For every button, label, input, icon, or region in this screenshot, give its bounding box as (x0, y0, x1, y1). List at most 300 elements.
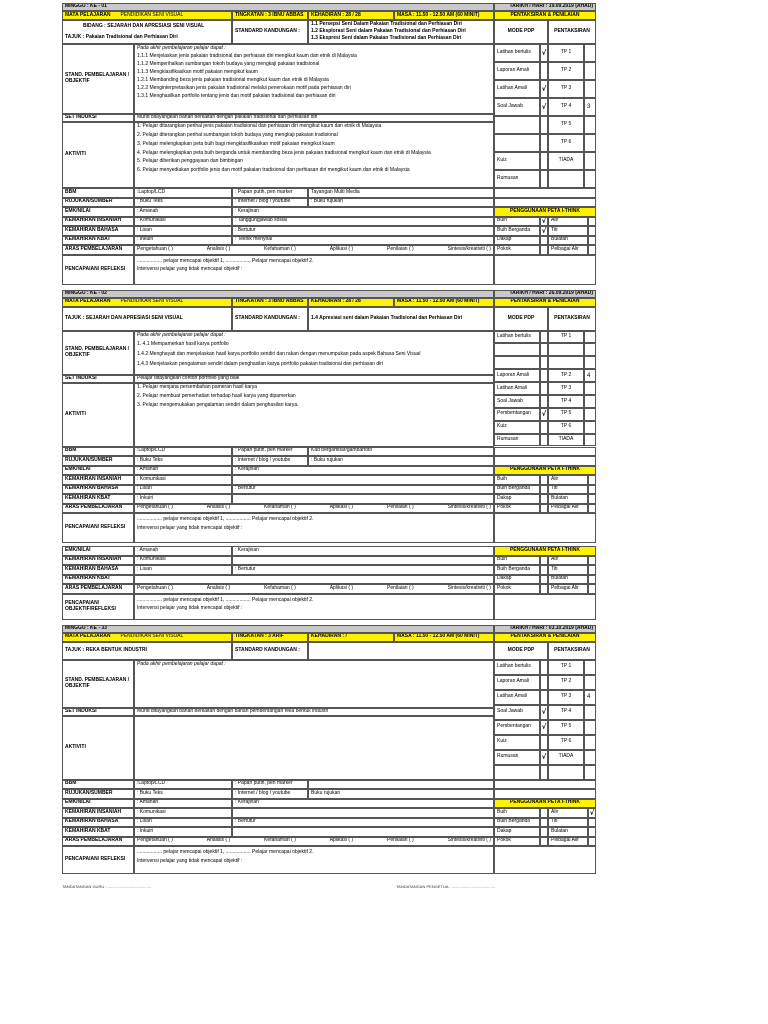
learning-level-option[interactable]: Sintesis/kreativiti ( ) (447, 504, 491, 511)
soft-skill-item (232, 808, 494, 818)
tp-level: TP 5 (548, 116, 584, 134)
tp-level: TP 2 (548, 369, 584, 382)
learning-level-option[interactable]: Penilaian ( ) (386, 504, 414, 511)
bbm-item: :Laptop/LCD (134, 188, 232, 198)
ithink-check-mark[interactable] (540, 504, 548, 514)
values-label: EMK/NILAI (62, 546, 134, 556)
learning-level-option[interactable]: Pengetahuan ( ) (137, 504, 173, 511)
principal-signature-line: TANDATANGAN PENGETUA : ....................................... (396, 884, 495, 889)
mode-item[interactable]: Rumusan (494, 434, 540, 447)
tp-score-cell (584, 434, 596, 447)
learning-level-option[interactable]: Pengetahuan ( ) (137, 837, 173, 844)
activity-list (134, 122, 494, 188)
ithink-check-mark[interactable] (588, 485, 596, 495)
language-skill-item: : Bertutur (232, 226, 494, 236)
ithink-map-option[interactable]: Pokok (494, 837, 540, 847)
tp-level: TIADA (548, 750, 584, 765)
language-skill-item: : Lisan (134, 485, 232, 495)
tp-score-cell (584, 395, 596, 408)
hots-item: : Inkuiri (134, 827, 232, 837)
set-induction-label: SET INDUKSI (62, 708, 134, 716)
ithink-map-option[interactable]: Buih (494, 556, 540, 566)
ithink-heading: PENGGUNAAN PETA I-THINK (494, 546, 596, 556)
mode-check-mark[interactable] (540, 675, 548, 690)
date-label: TARIKH / HARI : 19.09.2019 (AHAD) (494, 3, 596, 11)
mode-check-mark[interactable] (540, 382, 548, 395)
achievement-text (134, 513, 494, 543)
tp-score-cell (584, 765, 596, 780)
learning-level-option[interactable]: Kefahaman ( ) (264, 245, 296, 252)
reference-item: : Internet / blog / youtube (232, 198, 308, 208)
mode-check-mark[interactable] (540, 421, 548, 434)
objective-item: 1.1.2 Memperihalkan sumbangan tokoh budaya yang mengkaji pakaian tradisional (137, 61, 320, 68)
mode-check-mark[interactable] (540, 343, 548, 356)
bbm-right-blank (494, 188, 596, 198)
topic-title: TAJUK : SEJARAH DAN APRESIASI SENI VISUAL (65, 314, 183, 321)
ithink-check-mark[interactable] (588, 475, 596, 485)
ithink-map-option[interactable]: Buih (494, 217, 540, 227)
bbm-label: BBM (62, 188, 134, 198)
content-standard-label: STANDARD KANDUNGAN : (232, 307, 308, 331)
ithink-map-option[interactable]: Dakap (494, 575, 540, 585)
attendance-label: KEHADIRAN : 28 / 28 (308, 11, 394, 20)
tp-level: TP 6 (548, 134, 584, 152)
learning-level-option[interactable]: Aplikasi ( ) (329, 245, 354, 252)
bbm-label: BBM (62, 780, 134, 790)
learning-level-option[interactable]: Analisis ( ) (206, 245, 231, 252)
set-induction-label: SET INDUKSI (62, 114, 134, 122)
ithink-check-mark[interactable] (540, 494, 548, 504)
tp-score-cell (584, 116, 596, 134)
tp-level: TP 4 (548, 705, 584, 720)
ithink-check-mark[interactable] (588, 575, 596, 585)
ithink-map-option[interactable]: Pokok (494, 504, 540, 514)
mode-item[interactable]: Kuiz (494, 152, 540, 170)
soft-skill-item: : Komunikasi (134, 556, 232, 566)
tp-level: TP 3 (548, 80, 584, 98)
ithink-map-option[interactable]: Titi (548, 485, 588, 495)
ithink-check-mark[interactable] (540, 485, 548, 495)
objective-item: 1.1.3 Mengklasifikasikan motif pakaian mengikut kaum (137, 69, 258, 76)
ithink-check-mark[interactable] (540, 575, 548, 585)
tp-level: TP 5 (548, 720, 584, 735)
mode-item[interactable]: Pembentangan (494, 720, 540, 735)
values-item: : Amanah (134, 207, 232, 217)
content-standard-item: 1.1 Persepsi Seni Dalam Pakaian Tradisional dan Perhiasan Diri (311, 20, 462, 27)
learning-level-option[interactable]: Kefahaman ( ) (264, 504, 296, 511)
ithink-map-option[interactable]: Pokok (494, 245, 540, 255)
tp-level: TP 6 (548, 735, 584, 750)
set-induction-text: Murid ditayangkan bahan berkaitan dengan bahan pembentangan reka bentuk industri (134, 708, 494, 716)
subject-value: PENDIDIKAN SENI VISUAL (120, 298, 184, 305)
activity-item: 3. Pelajar melengkapkan peta buih bagi mengklasifikasikan motif pakaian mengikut kaum (137, 140, 335, 147)
content-standard-item: 1.4 Apresiasi seni dalam Pakaian Tradisional dan Perhiasan Diri (311, 314, 463, 321)
ithink-check-mark[interactable] (540, 236, 548, 246)
content-standard-item: 1.2 Eksplorasi Seni dalam Pakaian Tradisional dan Perhiasan Diri (311, 28, 466, 35)
language-skill-item: : Lisan (134, 226, 232, 236)
ithink-check-mark[interactable] (540, 584, 548, 594)
learning-level-label: ARAS PEMBELAJARAN (62, 504, 134, 514)
mode-check-mark[interactable]: √ (540, 720, 548, 735)
activity-item: 2. Pelajar membuat pemerhatian terhadap hasil karya yang dipamerkan (137, 392, 296, 399)
ithink-map-option[interactable]: Pelbagai Alir (548, 504, 588, 514)
ithink-map-option[interactable]: Buih Berganda (494, 226, 540, 236)
objective-item: 1.3.1 Menghasilkan portfolio tentang jenis dan motif pakaian tradisional dan perhiasan diri (137, 93, 336, 100)
ithink-map-option[interactable]: Pelbagai Alir (548, 837, 588, 847)
ithink-check-mark[interactable] (588, 504, 596, 514)
bbm-item: : Papan putih, pen marker (232, 447, 308, 457)
mode-item[interactable]: Soal Jawab (494, 98, 540, 116)
content-standard-item: 1.3 Ekspresi Seni dalam Pakaian Tradisional dan Perhiasan Diri (311, 35, 462, 42)
hots-label: KEMAHIRAN KBAT (62, 827, 134, 837)
ithink-check-mark[interactable] (540, 808, 548, 818)
learning-level-option[interactable]: Pengetahuan ( ) (137, 245, 173, 252)
activity-item: 4. Pelajar melengkapkan peta buih berganda untuk membanding beza jenis pakaian tradisional mengikut kaum dan etnik di Malaysia (137, 149, 431, 156)
objective-label: STAND. PEMBELAJARAN / OBJEKTIF (62, 660, 134, 708)
learning-level-option[interactable]: Sintesis/kreativiti ( ) (447, 837, 491, 844)
date-label: TARIKH / HARI : 26.09.2019 (AHAD) (494, 290, 596, 298)
achievement-label: PENCAPAIAN/ OBJEKTIF/REFLEKSI (62, 594, 134, 620)
mode-check-mark[interactable] (540, 134, 548, 152)
mode-item[interactable]: Rumusan (494, 170, 540, 188)
tp-score-cell (584, 331, 596, 344)
objective-list (134, 331, 494, 375)
ithink-check-mark[interactable] (588, 818, 596, 828)
reference-label: RUJUKAN/SUMBER (62, 789, 134, 799)
mode-check-mark[interactable]: √ (540, 408, 548, 421)
mode-item[interactable]: Soal Jawab (494, 395, 540, 408)
ithink-check-mark[interactable] (588, 245, 596, 255)
tp-level: TP 1 (548, 660, 584, 675)
learning-level-option[interactable]: Kefahaman ( ) (264, 837, 296, 844)
soft-skill-label: KEMAHIRAN INSANIAH (62, 556, 134, 566)
objective-item: 1.1.1 Menjelaskan jenis pakaian tradisional dan perhiasan diri mengikut kaum dan etnik di Malaysia (137, 53, 357, 60)
ithink-check-mark[interactable] (540, 837, 548, 847)
mode-check-mark[interactable]: √ (540, 44, 548, 62)
ithink-heading: PENGGUNAAN PETA I-THINK (494, 799, 596, 809)
mode-check-mark[interactable]: √ (540, 750, 548, 765)
ithink-check-mark[interactable] (588, 556, 596, 566)
mode-item[interactable] (494, 343, 540, 356)
tp-score-cell (584, 675, 596, 690)
tp-score: 3 (587, 104, 591, 110)
reference-item: : Buku Teks (134, 789, 232, 799)
mode-item[interactable]: Latihan Amali (494, 690, 540, 705)
objective-intro: Pada akhir pembelajaran pelajar dapat : (137, 331, 226, 338)
ithink-map-option[interactable]: Buih Berganda (494, 485, 540, 495)
mode-item[interactable]: Laporan Amali (494, 62, 540, 80)
subject-value: PENDIDIKAN SENI VISUAL (120, 633, 184, 640)
language-skill-item: : Lisan (134, 818, 232, 828)
time-label: MASA : 11.50 - 12.50 AM (60 MINIT) (394, 298, 494, 307)
subject-label: MATA PELAJARAN (65, 633, 111, 640)
mode-item[interactable]: Latihan bertulis (494, 331, 540, 344)
learning-level-option[interactable]: Analisis ( ) (206, 504, 231, 511)
hots-item (134, 575, 494, 585)
set-induction-text: Murid ditayangkan bahan berkaitan dengan pakaian tradisional dan perhiasan diri (134, 114, 494, 122)
week-label: MINGGU : KE - 01 (62, 3, 494, 11)
set-induction-label: SET INDUKSI (62, 375, 134, 383)
achievement-line: Intervensi pelajar yang tidak mencapai objektif : (137, 605, 243, 612)
language-skill-label: KEMAHIRAN BAHASA (62, 565, 134, 575)
values-label: EMK/NILAI (62, 799, 134, 809)
mode-item[interactable]: Laporan Amali (494, 369, 540, 382)
ithink-check-mark[interactable] (540, 245, 548, 255)
learning-level-option[interactable]: Analisis ( ) (206, 584, 231, 591)
mode-item[interactable] (494, 356, 540, 369)
achievement-line: Intervensi pelajar yang tidak mencapai objektif : (137, 857, 243, 864)
mode-item[interactable]: Pembentangan (494, 408, 540, 421)
mode-check-mark[interactable]: √ (540, 705, 548, 720)
ithink-check-mark[interactable] (540, 818, 548, 828)
mode-check-mark[interactable] (540, 116, 548, 134)
time-label: MASA : 11.50 - 12.50 AM (60 MINIT) (394, 11, 494, 20)
tp-level (548, 765, 584, 780)
set-induction-text: Pelajar ditayangkan contoh portfolio yang baik (134, 375, 494, 383)
ithink-map-option[interactable]: Alir (548, 808, 588, 818)
mode-check-mark[interactable] (540, 62, 548, 80)
tp-score-cell (584, 356, 596, 369)
form-label: TINGKATAN : 3 IBNU ABBAS (232, 298, 308, 307)
tp-score-cell (584, 382, 596, 395)
tp-level: TIADA (548, 152, 584, 170)
objective-label: STAND. PEMBELAJARAN / OBJEKTIF (62, 44, 134, 114)
ithink-check-mark[interactable]: √ (589, 808, 595, 817)
learning-level-option[interactable]: Aplikasi ( ) (329, 837, 354, 844)
language-skill-item: : Bertutur (232, 818, 494, 828)
mode-check-mark[interactable] (540, 735, 548, 750)
tp-level: TP 5 (548, 408, 584, 421)
learning-level-option[interactable]: Sintesis/kreativiti ( ) (447, 245, 491, 252)
achievement-text (134, 594, 494, 620)
mode-item[interactable]: Latihan Amali (494, 80, 540, 98)
mode-check-mark[interactable] (540, 369, 548, 382)
content-standard-items (308, 307, 494, 331)
assessment-col-heading: PENTAKSIRAN (548, 307, 596, 331)
tp-level: TP 4 (548, 395, 584, 408)
mode-check-mark[interactable] (540, 395, 548, 408)
ithink-check-mark[interactable] (588, 226, 596, 236)
ithink-check-mark[interactable] (540, 827, 548, 837)
tp-level: TP 2 (548, 62, 584, 80)
ithink-map-option[interactable]: Bulatan (548, 575, 588, 585)
learning-level-option[interactable]: Kefahaman ( ) (264, 584, 296, 591)
mode-pdp-heading: MODE PDP (494, 642, 548, 660)
mode-item[interactable] (494, 134, 540, 152)
field-title: BIDANG : SEJARAH DAN APRESIASI SENI VISUAL (83, 22, 205, 29)
mode-item[interactable] (494, 765, 540, 780)
ithink-check-mark[interactable] (588, 236, 596, 246)
mode-item[interactable]: Soal Jawab (494, 705, 540, 720)
tp-score-cell (584, 408, 596, 421)
mode-check-mark[interactable] (540, 434, 548, 447)
learning-level-option[interactable]: Pengetahuan ( ) (137, 584, 173, 591)
tp-level: TP 3 (548, 690, 584, 705)
learning-level-row (134, 584, 494, 594)
content-standard-items (308, 20, 494, 44)
topic-title: TAJUK : REKA BENTUK INDUSTRI (65, 646, 147, 653)
ithink-map-option[interactable]: Buih Berganda (494, 565, 540, 575)
assessment-col-heading: PENTAKSIRAN (548, 20, 596, 44)
mode-check-mark[interactable] (540, 356, 548, 369)
achievement-text (134, 846, 494, 874)
ithink-map-option[interactable]: Bulatan (548, 236, 588, 246)
mode-check-mark[interactable] (540, 660, 548, 675)
values-item: : Kerajinan (232, 546, 494, 556)
week-label: MINGGU : KE - 33 (62, 625, 494, 633)
achievement-right-blank (494, 255, 596, 285)
mode-check-mark[interactable] (540, 690, 548, 705)
topic-block (62, 642, 232, 660)
objective-intro: Pada akhir pembelajaran pelajar dapat : (137, 660, 226, 667)
ithink-map-option[interactable]: Dakap (494, 236, 540, 246)
learning-level-option[interactable]: Aplikasi ( ) (329, 584, 354, 591)
activity-list (134, 383, 494, 447)
mode-item[interactable]: Kuiz (494, 421, 540, 434)
learning-level-label: ARAS PEMBELAJARAN (62, 245, 134, 255)
ithink-map-option[interactable]: Pokok (494, 584, 540, 594)
tp-score: 4 (587, 372, 591, 379)
subject-row (62, 633, 232, 642)
reference-item: : Internet / blog / youtube (232, 456, 308, 466)
ithink-map-option[interactable]: Buih Berganda (494, 818, 540, 828)
tp-score-cell (584, 44, 596, 62)
ithink-map-option[interactable]: Titi (548, 565, 588, 575)
mode-item[interactable] (494, 116, 540, 134)
activity-item: 6. Pelajar menyediakan portfolio jenis dan motif pakaian tradisional dan perhiasan diri mengikut kaum dan etnik di Malaysia (137, 167, 410, 174)
learning-level-option[interactable]: Analisis ( ) (206, 837, 231, 844)
ithink-check-mark[interactable] (588, 837, 596, 847)
activity-item: 1. Pelajar menjana persembahan pameran hasil karya (137, 383, 258, 390)
reference-item: : Buku Teks (134, 198, 232, 208)
assessment-heading: PENTAKSIRAN & PENILAIAN (494, 633, 596, 642)
ithink-map-option[interactable]: Buih (494, 808, 540, 818)
bbm-right-blank (494, 780, 596, 790)
content-standard-label: STANDARD KANDUNGAN : (232, 642, 308, 660)
tp-score-cell (584, 170, 596, 188)
subject-row (62, 298, 232, 307)
ithink-check-mark[interactable] (588, 827, 596, 837)
ithink-check-mark[interactable] (540, 556, 548, 566)
tp-level: TIADA (548, 434, 584, 447)
subject-row (62, 11, 232, 20)
hots-item (232, 494, 494, 504)
ithink-check-mark[interactable] (588, 217, 596, 227)
ithink-map-option[interactable]: Alir (548, 217, 588, 227)
ithink-check-mark[interactable] (588, 494, 596, 504)
activity-item: 5. Pelajar diberikan penggayaan dan bimbingan (137, 158, 243, 165)
objective-intro: Pada akhir pembelajaran pelajar dapat : (137, 45, 226, 51)
reference-right-blank (494, 456, 596, 466)
topic-block (62, 20, 232, 44)
ithink-map-option[interactable]: Buih (494, 475, 540, 485)
hots-item: : Teknik menyoal (232, 236, 494, 246)
date-label: TARIKH / HARI : 03.10.2019 (AHAD) (494, 625, 596, 633)
values-item: : Kerajinan (232, 466, 494, 476)
ithink-map-option[interactable]: Dakap (494, 827, 540, 837)
hots-item: : Inkuiri (134, 494, 232, 504)
ithink-map-option[interactable]: Titi (548, 818, 588, 828)
ithink-check-mark[interactable] (588, 584, 596, 594)
achievement-line: .................. pelajar mencapai objektif 1, .................. Pelajar mencapai objektif 2. (137, 516, 314, 522)
soft-skill-item: : Komunikasi (134, 217, 232, 227)
soft-skill-label: KEMAHIRAN INSANIAH (62, 808, 134, 818)
ithink-check-mark[interactable]: √ (541, 217, 547, 226)
mode-pdp-heading: MODE PDP (494, 20, 548, 44)
objective-label: STAND. PEMBELAJARAN / OBJEKTIF (62, 331, 134, 375)
values-label: EMK/NILAI (62, 207, 134, 217)
tp-score-cell (584, 152, 596, 170)
learning-level-label: ARAS PEMBELAJARAN (62, 584, 134, 594)
ithink-check-mark[interactable] (540, 475, 548, 485)
bbm-item: Kad bergambar/gambarfoto (308, 447, 494, 457)
mode-item[interactable]: Rumusan (494, 750, 540, 765)
tp-score-cell (584, 343, 596, 356)
bbm-item: : Papan putih, pen marker (232, 780, 308, 790)
bbm-right-blank (494, 447, 596, 457)
tp-score-cell (584, 660, 596, 675)
content-standard-label: STANDARD KANDUNGAN : (232, 20, 308, 44)
ithink-map-option[interactable]: Pelbagai Alir (548, 245, 588, 255)
mode-check-mark[interactable] (540, 331, 548, 344)
achievement-line: Intervensi pelajar yang tidak mencapai objektif : (137, 266, 243, 273)
values-item: : Amanah (134, 466, 232, 476)
ithink-map-option[interactable]: Titi (548, 226, 588, 236)
mode-check-mark[interactable] (540, 152, 548, 170)
tp-level: TP 2 (548, 675, 584, 690)
reference-item: : Buku rujukan (308, 198, 494, 208)
learning-level-option[interactable]: Sintesis/kreativiti ( ) (447, 584, 491, 591)
hots-label: KEMAHIRAN KBAT (62, 494, 134, 504)
form-label: TINGKATAN : 3 ARIF (232, 633, 308, 642)
ithink-map-option[interactable]: Alir (548, 556, 588, 566)
learning-level-option[interactable]: Penilaian ( ) (386, 584, 414, 591)
ithink-map-option[interactable]: Alir (548, 475, 588, 485)
teacher-signature-line: TANDATANGAN GURU : ....................................... (62, 884, 151, 889)
ithink-map-option[interactable]: Pelbagai Alir (548, 584, 588, 594)
hots-label: KEMAHIRAN KBAT (62, 575, 134, 585)
learning-level-option[interactable]: Aplikasi ( ) (329, 504, 354, 511)
mode-item[interactable]: Latihan bertulis (494, 44, 540, 62)
ithink-map-option[interactable]: Bulatan (548, 827, 588, 837)
ithink-check-mark[interactable] (588, 565, 596, 575)
assessment-col-heading: PENTAKSIRAN (548, 642, 596, 660)
learning-level-option[interactable]: Penilaian ( ) (386, 837, 414, 844)
achievement-label: PENCAPAIAN/ REFLEKSI (62, 846, 134, 874)
ithink-map-option[interactable]: Dakap (494, 494, 540, 504)
mode-check-mark[interactable] (540, 170, 548, 188)
soft-skill-item: : Komunikasi (134, 808, 232, 818)
mode-item[interactable]: Kuiz (494, 735, 540, 750)
mode-item[interactable]: Latihan bertulis (494, 660, 540, 675)
mode-check-mark[interactable]: √ (540, 98, 548, 116)
language-skill-item: : Bertutur (232, 485, 494, 495)
content-standard-items (308, 642, 494, 660)
activity-item: 1. Pelajar ditarangkan perihal jenis pakaian tradisional dan perhiasan diri mengikut kaum dan etnik di Malaysia (137, 123, 382, 129)
tp-score-cell (584, 750, 596, 765)
learning-level-option[interactable]: Penilaian ( ) (386, 245, 414, 252)
mode-item[interactable]: Latihan Amali (494, 382, 540, 395)
mode-check-mark[interactable]: √ (540, 80, 548, 98)
topic-title: TAJUK : Pakaian Tradisional dan Perhiasan Diri (65, 33, 178, 40)
language-skill-label: KEMAHIRAN BAHASA (62, 818, 134, 828)
mode-check-mark[interactable] (540, 765, 548, 780)
ithink-map-option[interactable]: Bulatan (548, 494, 588, 504)
tp-level: TP 3 (548, 382, 584, 395)
ithink-check-mark[interactable]: √ (541, 226, 547, 235)
mode-item[interactable]: Laporan Amali (494, 675, 540, 690)
ithink-check-mark[interactable] (540, 565, 548, 575)
